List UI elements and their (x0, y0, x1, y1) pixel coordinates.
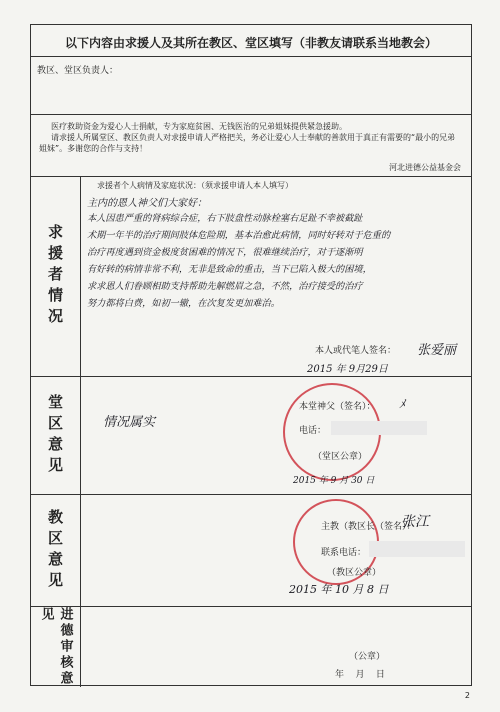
diocese-label-cell (31, 495, 81, 606)
diocese-label: 教区意见 (46, 508, 64, 593)
notice-text (39, 121, 463, 154)
parish-date: 2015 年 9 月 30 日 (293, 476, 375, 486)
request-section (31, 177, 471, 377)
page-number: 2 (464, 691, 470, 700)
request-label: 求援者情况 (46, 224, 64, 329)
diocese-signer-label: 主教（教区长（签名）： (321, 522, 416, 532)
diocese-phone-label: 联系电话： (321, 548, 367, 558)
review-label-cell (31, 607, 81, 687)
notice-line-1: 医疗救助资金为爱心人士捐献，专为家庭贫困、无钱医治的兄弟姐妹提供紧急援助。 (51, 122, 347, 131)
request-greeting: 主内的恩人神父们大家好： (87, 198, 207, 209)
contacts-row (31, 57, 471, 115)
contacts-label: 教区、堂区负责人： (37, 66, 119, 76)
request-signer-label: 本人或代笔人签名： (315, 346, 397, 356)
form-header (31, 25, 471, 57)
parish-section (31, 377, 471, 495)
parish-seal-label: （堂区公章） (313, 452, 368, 462)
review-seal-label: （公章） (349, 652, 386, 662)
diocese-phone-redacted (369, 541, 465, 557)
request-line-2: 术期一年半的治疗期间肢体危险期，基本治愈此病情，同时好转对于危重的 (87, 230, 391, 241)
parish-phone-redacted (331, 421, 427, 435)
diocese-signer-name: 张江 (401, 514, 429, 530)
parish-label: 堂区意见 (46, 393, 64, 478)
request-label-cell (31, 177, 81, 376)
diocese-date: 2015 年 10 月 8 日 (289, 583, 389, 596)
request-line-6: 努力都将白费，如初一辙，在次复发更加难治。 (87, 298, 280, 309)
request-line-3: 治疗再度遇到资金极度贫困难的情况下，很难继续治疗，对于逐渐明 (87, 247, 363, 258)
request-line-4: 有好转的病情非常不利，无非是致命的重击，当下已陷入极大的困境， (87, 264, 372, 275)
parish-signature: ﾒ (399, 397, 406, 411)
parish-signer-label: 本堂神父（签名）： (299, 402, 376, 412)
request-signer-name: 张爱丽 (417, 343, 457, 358)
notice-row (31, 115, 471, 177)
request-line-1: 本人因患严重的肾病综合症，右下肢盘性动脉栓塞右足趾不幸被截趾 (87, 213, 363, 224)
parish-opinion: 情况属实 (103, 415, 156, 430)
request-instruction: 求援者个人病情及家庭状况：（须求援申请人本人填写） (97, 181, 293, 190)
review-date-label: 年 月 日 (335, 670, 385, 680)
aid-application-form (30, 24, 472, 686)
parish-label-cell (31, 377, 81, 494)
request-body (87, 210, 465, 312)
review-section (31, 607, 471, 687)
parish-phone-label: 电话： (299, 426, 327, 436)
notice-line-2: 请求援人所属堂区、教区负责人对求援申请人严格把关，务必让爱心人士奉献的善款用于真正有需要的“最小的兄弟姐妹”。多谢您的合作与支持！ (39, 133, 456, 153)
diocese-section (31, 495, 471, 607)
request-line-5: 求求恩人们眷顾相助支持帮助先解燃眉之急，不然，治疗接受的治疗 (87, 281, 363, 292)
notice-org: 河北进德公益基金会 (389, 163, 461, 172)
review-label: 进德审核意见 (38, 607, 73, 687)
request-content (87, 177, 465, 376)
form-title: 以下内容由求援人及其所在教区、堂区填写（非教友请联系当地教会） (64, 36, 437, 50)
request-date: 2015 年 9月29日 (307, 364, 388, 375)
diocese-seal-label: （教区公章） (327, 568, 382, 578)
